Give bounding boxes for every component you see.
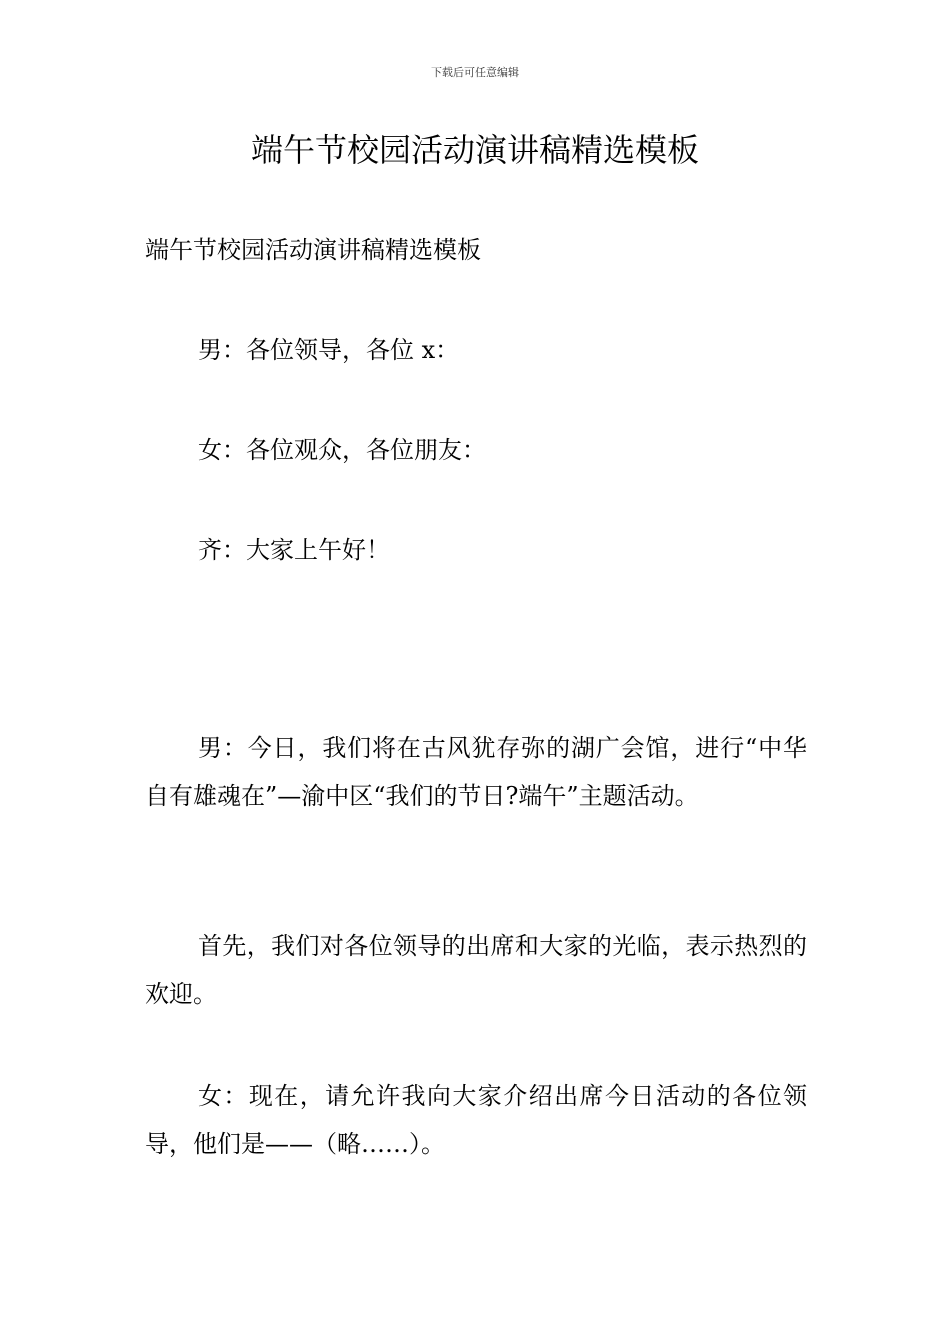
paragraph-female-greeting: 女：各位观众，各位朋友：: [198, 436, 486, 464]
paragraph-event-intro: 男：今日，我们将在古风犹存弥的湖广会馆，进行“中华自有雄魂在”—渝中区“我们的节日?端午”主题活动。: [145, 734, 807, 810]
document-subtitle: 端午节校园活动演讲稿精选模板: [145, 236, 481, 264]
paragraph-male-greeting: 男：各位领导，各位 x：: [198, 336, 460, 364]
document-title: 端午节校园活动演讲稿精选模板: [250, 131, 699, 169]
paragraph-together-greeting: 齐：大家上午好！: [198, 536, 390, 564]
paragraph-welcome: 首先，我们对各位领导的出席和大家的光临，表示热烈的欢迎。: [145, 932, 807, 1008]
header-note: 下载后可任意编辑: [431, 66, 519, 79]
paragraph-introduce-leaders: 女：现在，请允许我向大家介绍出席今日活动的各位领导，他们是——（略……）。: [145, 1082, 807, 1158]
